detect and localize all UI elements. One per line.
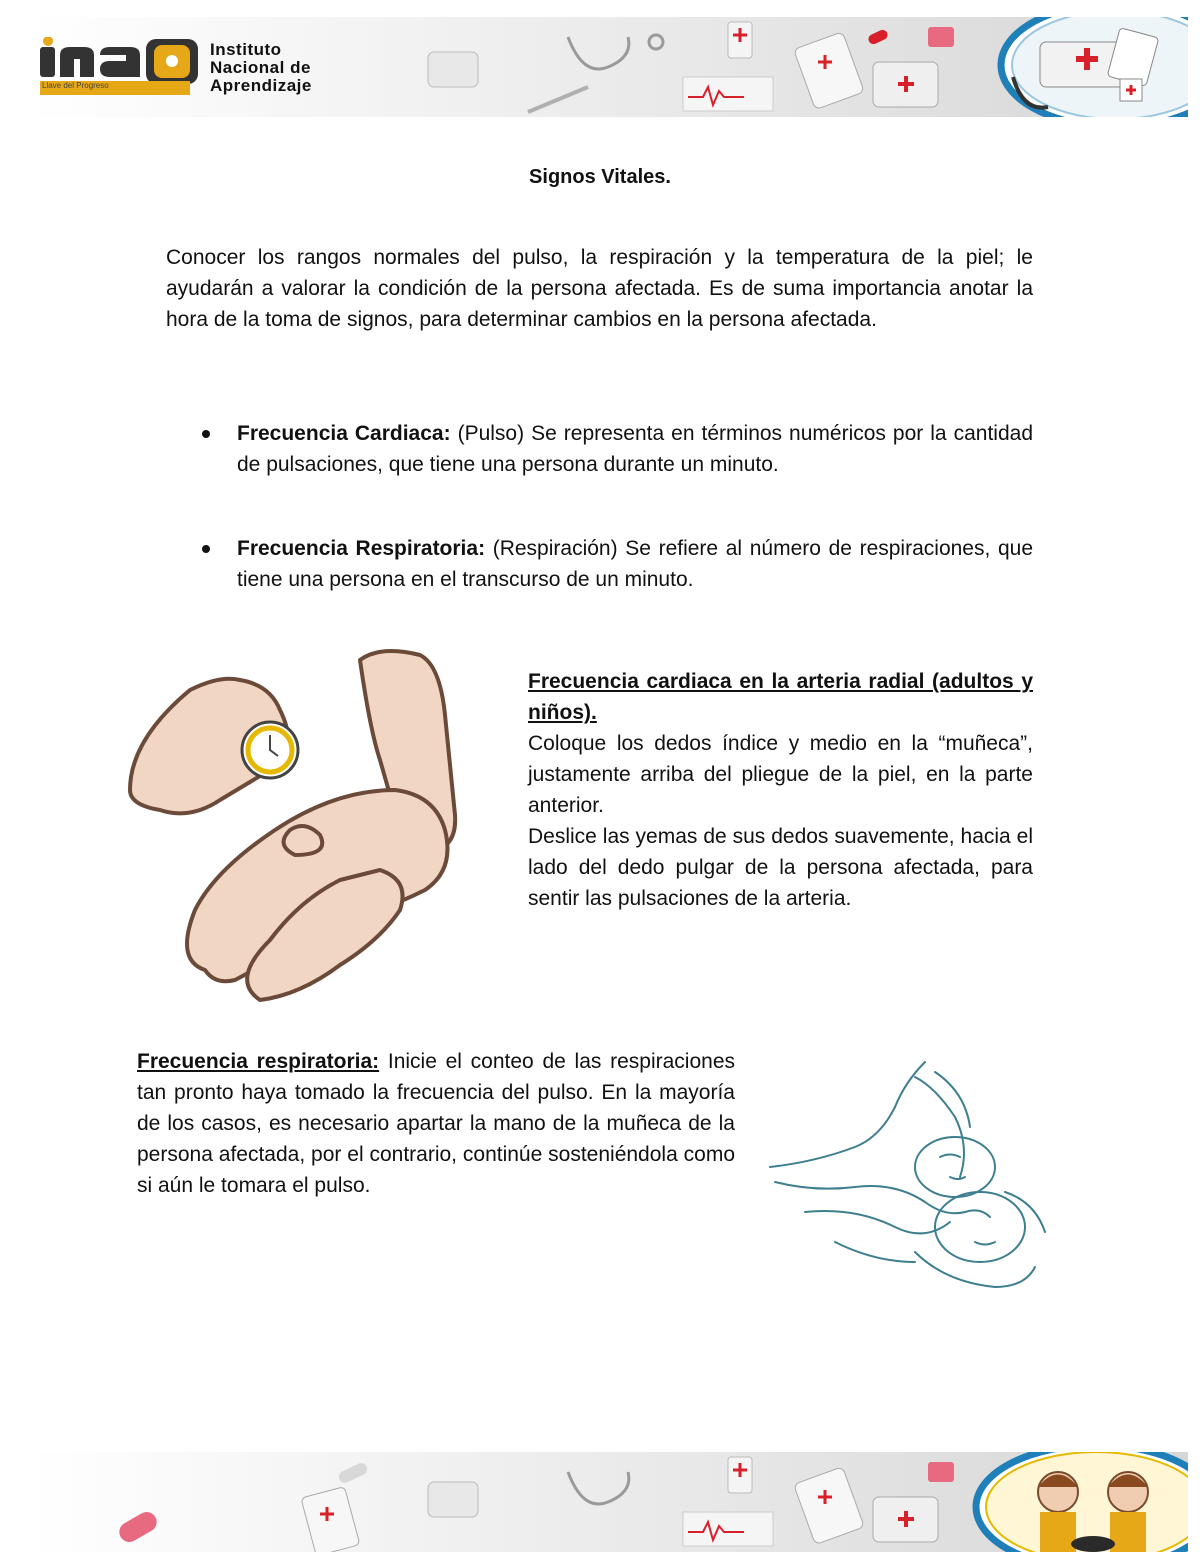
- radial-artery-section: [528, 666, 1033, 914]
- page-title: Signos Vitales.: [529, 166, 671, 188]
- respiratory-heading: Frecuencia respiratoria:: [137, 1050, 380, 1073]
- list-item-text: (Respiración) Se refiere al número de respiraciones, que tiene una persona en el transcurso de un minuto.: [237, 537, 1033, 591]
- pulse-check-hands-illustration: [120, 640, 500, 1005]
- breathing-check-illustration: [765, 1052, 1055, 1297]
- institution-name: Instituto Nacional de Aprendizaje: [210, 40, 312, 95]
- logo-tagline: Llave del Progreso: [42, 81, 109, 90]
- list-item-term: Frecuencia Cardiaca:: [237, 422, 451, 445]
- bullet-icon: [202, 545, 210, 553]
- list-item: [200, 418, 1033, 480]
- intro-paragraph: Conocer los rangos normales del pulso, la respiración y la temperatura de la piel; le ayudarán a valorar la condición de la persona afectada. Es de suma importancia anotar la hora de la toma de signos, para determinar cambios en la persona afectada.: [166, 246, 1033, 331]
- respiratory-section: [137, 1046, 735, 1201]
- radial-heading: Frecuencia cardiaca en la arteria radial (adultos y niños).: [528, 670, 1033, 724]
- list-item-term: Frecuencia Respiratoria:: [237, 537, 486, 560]
- medical-pattern-icon: [28, 1452, 1188, 1552]
- bullet-icon: [202, 430, 210, 438]
- footer-banner: [28, 1452, 1188, 1552]
- radial-step-2: Deslice las yemas de sus dedos suavemente, hacia el lado del dedo pulgar de la persona afectada, para sentir las pulsaciones de la arteria.: [528, 825, 1033, 910]
- respiratory-text: Inicie el conteo de las respiraciones tan pronto haya tomado la frecuencia del pulso. En la mayoría de los casos, es necesario apartar la mano de la muñeca de la persona afectada, por el contrario, continúe sosteniéndola como si aún le tomara el pulso.: [137, 1050, 735, 1197]
- list-item-text: (Pulso) Se representa en términos numéricos por la cantidad de pulsaciones, que tiene una persona durante un minuto.: [237, 422, 1033, 476]
- list-item: [200, 533, 1033, 595]
- radial-step-1: Coloque los dedos índice y medio en la “muñeca”, justamente arriba del pliegue de la piel, en la parte anterior.: [528, 732, 1033, 817]
- vital-signs-list: [200, 418, 1033, 595]
